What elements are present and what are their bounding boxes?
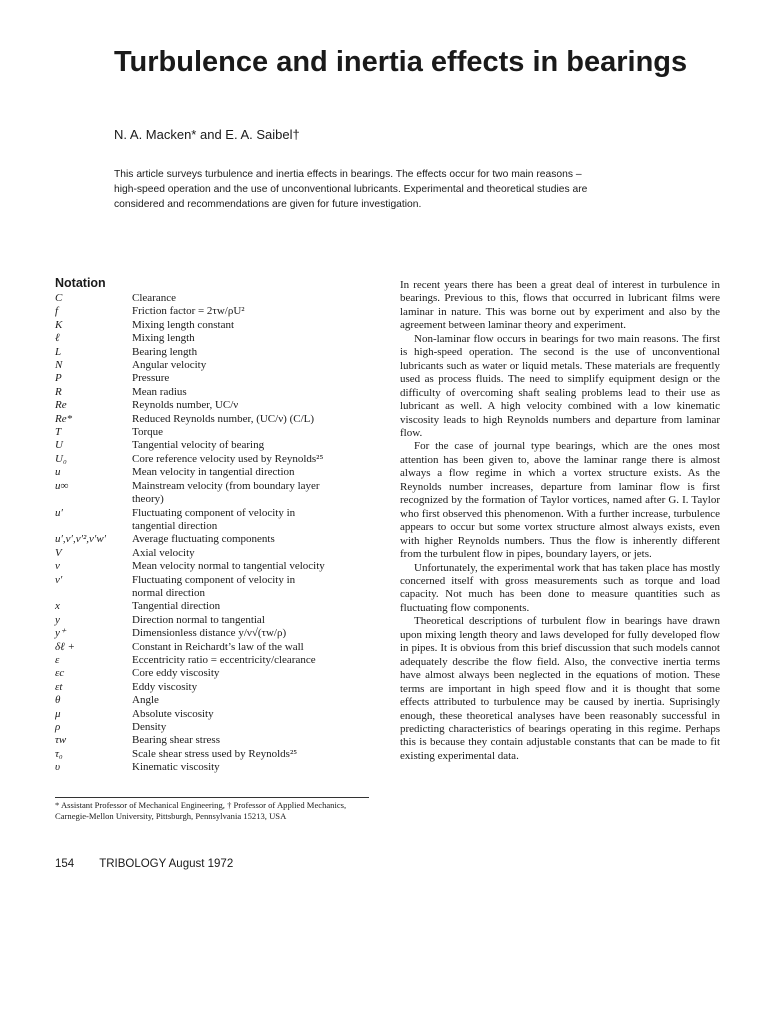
body-paragraph: Unfortunately, the experimental work that has taken place has mostly concerned itself with gross measurements such as torque and load capacity. Not much has been done to measure quantities such as fluctuating flow components.	[400, 561, 720, 614]
notation-row	[55, 761, 375, 774]
notation-description: Absolute viscosity	[132, 707, 214, 720]
notation-heading: Notation	[55, 276, 106, 290]
body-paragraph: For the case of journal type bearings, which are the ones most attention has been given to, above the laminar range there is almost always a flow regime in which a vortex structure exists. As the Reynolds number increases, departure from laminar flow is first recognized by the formation of Taylor vortices, named after G. I. Taylor who first observed this phenomenon. With a further increase, turbulence appears to occur but some vortex structure almost always exists, even with higher Reynolds numbers. Thus the flow is inherently different from the turbulent flow in pipes, boundary layers, or jets.	[400, 440, 720, 561]
notation-row	[55, 453, 375, 466]
notation-symbol: C	[55, 292, 63, 304]
notation-description: Eddy viscosity	[132, 680, 198, 693]
notation-symbol: Re	[55, 399, 67, 412]
notation-symbol: P	[55, 372, 62, 385]
notation-symbol: u∞	[55, 479, 69, 492]
notation-description: Mixing length constant	[132, 318, 235, 331]
notation-list	[55, 292, 375, 775]
notation-description: Reduced Reynolds number, (UC/ν) (C/L)	[132, 412, 315, 425]
notation-description: Tangential velocity of bearing	[132, 439, 265, 452]
notation-symbol: x	[55, 600, 60, 613]
notation-row	[55, 694, 375, 707]
body-text-column	[400, 279, 720, 763]
notation-row	[55, 748, 375, 761]
notation-row	[55, 627, 375, 640]
notation-description: Scale shear stress used by Reynolds²⁵	[132, 747, 298, 760]
notation-row	[55, 359, 375, 372]
notation-row	[55, 439, 375, 452]
notation-symbol: εt	[55, 680, 63, 693]
notation-description: Core eddy viscosity	[132, 667, 220, 680]
notation-symbol: ℓ	[55, 332, 60, 345]
notation-description: Constant in Reichardt’s law of the wall	[132, 640, 304, 653]
notation-row	[55, 305, 375, 318]
notation-row	[55, 708, 375, 721]
page-footer	[55, 858, 233, 870]
notation-symbol: μ	[55, 707, 61, 720]
notation-row	[55, 667, 375, 680]
notation-symbol: R	[55, 385, 62, 398]
notation-symbol: T	[55, 426, 62, 439]
footnote-divider	[55, 797, 369, 798]
notation-description: Reynolds number, UC/ν	[132, 399, 239, 412]
notation-description: Eccentricity ratio = eccentricity/clearance	[132, 653, 316, 666]
notation-description: Average fluctuating components	[132, 533, 275, 546]
notation-row	[55, 292, 375, 305]
notation-symbol: υ	[55, 761, 61, 774]
notation-description: Direction normal to tangential	[132, 613, 265, 626]
notation-description: Dimensionless distance y/ν√(τw/ρ)	[132, 627, 287, 640]
notation-symbol: K	[55, 318, 63, 331]
notation-symbol: u′,v′,v′²,v′w′	[55, 533, 107, 546]
article-title: Turbulence and inertia effects in bearings	[114, 46, 688, 78]
notation-symbol: δℓ +	[55, 640, 75, 653]
notation-row	[55, 319, 375, 332]
notation-row	[55, 480, 375, 507]
notation-row	[55, 332, 375, 345]
notation-symbol: ε	[55, 653, 60, 666]
notation-row	[55, 600, 375, 613]
notation-symbol: V	[55, 546, 62, 559]
notation-symbol: f	[55, 305, 59, 318]
notation-symbol: v′	[55, 573, 63, 586]
notation-row	[55, 507, 375, 534]
notation-symbol: θ	[55, 694, 61, 707]
notation-symbol: U	[55, 439, 63, 452]
page-number: 154	[55, 858, 75, 870]
notation-description: Kinematic viscosity	[132, 761, 220, 774]
notation-symbol: τ₀	[55, 747, 63, 760]
notation-row	[55, 399, 375, 412]
notation-symbol: u	[55, 466, 61, 479]
notation-description: Mainstream velocity (from boundary layer theory)	[132, 479, 320, 506]
notation-symbol: y	[55, 613, 60, 626]
notation-symbol: U₀	[55, 452, 67, 465]
notation-symbol: L	[55, 345, 62, 358]
notation-description: Pressure	[132, 372, 170, 385]
notation-description: Core reference velocity used by Reynolds²⁵	[132, 452, 324, 465]
body-paragraph: In recent years there has been a great deal of interest in turbulence in bearings. Previous to this, flows that occurred in lubricant films were laminar in nature. This was borne out by experiment and also by the agreement between laminar theory and experiment.	[400, 279, 720, 332]
notation-row	[55, 346, 375, 359]
notation-description: Torque	[132, 426, 163, 439]
notation-description: Axial velocity	[132, 546, 195, 559]
notation-row	[55, 466, 375, 479]
author-affiliation-footnote: * Assistant Professor of Mechanical Engineering, † Professor of Applied Mechanics, Carnegie-Mellon University, Pittsburgh, Pennsylvania 15213, USA	[55, 800, 347, 821]
abstract: This article surveys turbulence and inertia effects in bearings. The effects occur for two main reasons – high-speed operation and the use of unconventional lubricants. Experimental and theoretical studies are considered and recommendations are given for future investigation.	[114, 169, 588, 210]
notation-description: Bearing shear stress	[132, 734, 220, 747]
notation-description: Angle	[132, 694, 159, 707]
notation-description: Bearing length	[132, 345, 198, 358]
notation-symbol: N	[55, 359, 63, 372]
notation-description: Density	[132, 721, 167, 733]
notation-description: Friction factor = 2τw/ρU²	[132, 305, 245, 318]
notation-symbol: ρ	[55, 721, 61, 733]
notation-row	[55, 547, 375, 560]
notation-symbol: τw	[55, 734, 67, 747]
notation-row	[55, 614, 375, 627]
notation-row	[55, 372, 375, 385]
journal-name: TRIBOLOGY August 1972	[99, 858, 234, 870]
notation-description: Fluctuating component of velocity in tangential direction	[132, 506, 296, 532]
notation-description: Mean velocity normal to tangential velocity	[132, 560, 325, 573]
notation-symbol: Re*	[55, 412, 73, 425]
notation-row	[55, 734, 375, 747]
notation-row	[55, 574, 375, 601]
notation-description: Angular velocity	[132, 359, 207, 372]
notation-row	[55, 413, 375, 426]
notation-row	[55, 721, 375, 734]
notation-row	[55, 641, 375, 654]
notation-row	[55, 386, 375, 399]
body-paragraph: Non-laminar flow occurs in bearings for two main reasons. The first is high-speed operation. The second is the use of unconventional lubricants such as water or liquid metals. These materials are frequently used as process fluids. The need to simplify equipment design or the difficulty of overcoming shaft sealing problems lead to their use as lubricant as well. A high velocity combined with a low kinematic viscosity leads to high Reynolds numbers and departure from laminar flow.	[400, 332, 720, 439]
notation-row	[55, 654, 375, 667]
notation-row	[55, 560, 375, 573]
notation-description: Mixing length	[132, 332, 195, 345]
notation-symbol: εc	[55, 667, 65, 680]
notation-description: Clearance	[132, 292, 176, 304]
notation-row	[55, 533, 375, 546]
notation-description: Fluctuating component of velocity in normal direction	[132, 573, 296, 599]
body-paragraph: Theoretical descriptions of turbulent flow in bearings have drawn upon mixing length theory and laws developed for fully developed flow in pipes. It is obvious from this brief discussion that such models cannot adequately describe the flow field. Also, the convective inertia terms have almost always been neglected in the equations of motion. These terms are important in high speed flow and it is thought that some effects attributed to turbulence may be caused by inertia. Suprisingly enough, these theoretical analyses have been reasonably successful in predicting characteristics of bearings operating in this regime. Perhaps this is because they contain adjustable constants that can be made to fit existing experimental data.	[400, 615, 720, 762]
author-line: N. A. Macken* and E. A. Saibel†	[114, 127, 300, 142]
notation-symbol: y⁺	[55, 627, 66, 640]
notation-symbol: u′	[55, 506, 63, 519]
notation-description: Mean velocity in tangential direction	[132, 466, 295, 479]
notation-symbol: v	[55, 560, 60, 573]
notation-description: Mean radius	[132, 385, 187, 398]
notation-row	[55, 681, 375, 694]
notation-description: Tangential direction	[132, 600, 221, 613]
notation-row	[55, 426, 375, 439]
